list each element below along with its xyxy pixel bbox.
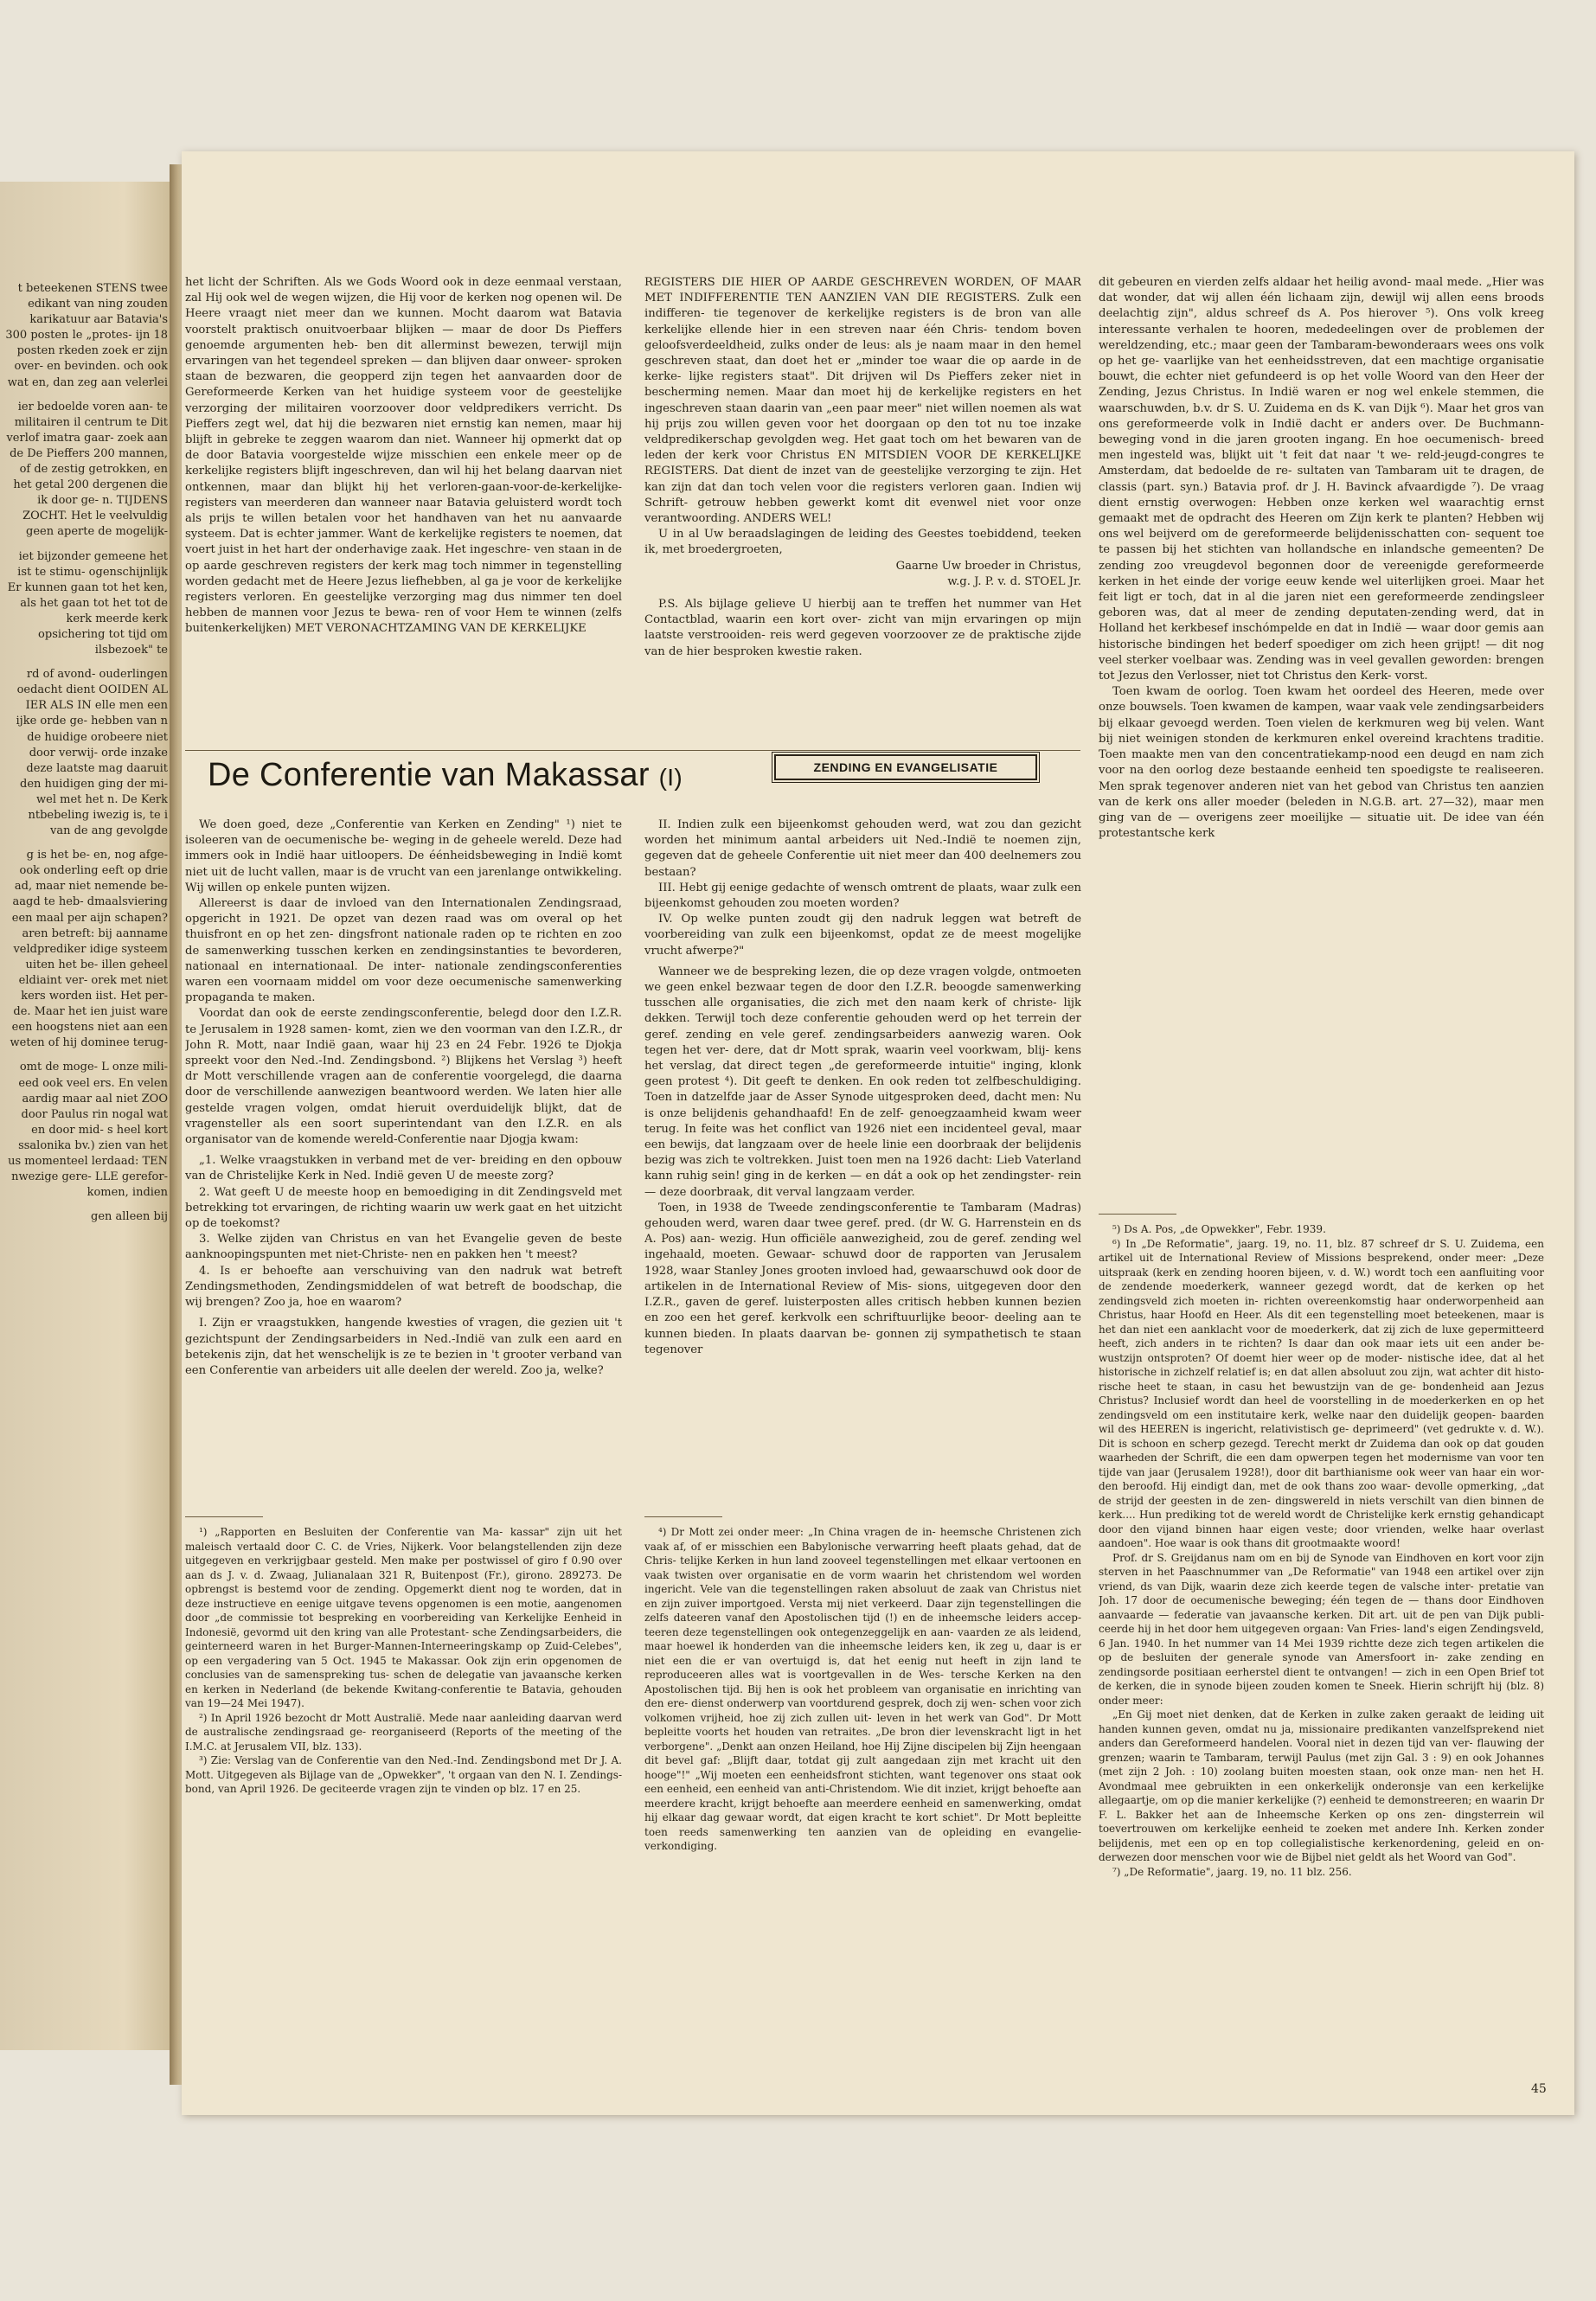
column-1-continuation xyxy=(185,275,622,742)
column-2-footnote xyxy=(644,1525,1081,2079)
column-1-footnotes xyxy=(185,1525,622,2079)
footnote: ¹) „Rapporten en Besluiten der Conferentie van Ma- kassar" zijn uit het maleisch vertaald door C. C. de Vries, Nijkerk. Voor belangstellenden zijn deze uitgegeven en verkrijgbaar gesteld. Men make per postwissel of giro f 0.90 over aan ds J. v. d. Zwaag, Julianalaan 321 R, Buitenpost (Fr.), girono. 289273. De opbrengst is bestemd voor de zending. Opgemerkt dient nog te worden, dat in deze instructieve en eenige uitgave tevens opgenomen is een motie, aangenomen door „de commissie tot bespreking en voorbereiding van Kerkelijke Eenheid in Indonesië, gevormd uit den kring van alle Protestant- sche Zendingsarbeiders, die geinterneerd waren in het Burger-Mannen-Interneeringskamp op Zuid-Celebes", op een vergadering van 5 Oct. 1945 te Makassar. Ook zijn erin opgenomen de conclusies van de samenspreking tus- schen de delegatie van javaansche kerken en kerken in Nederland (de bekende Kwitang-conferentie te Batavia, gehouden van 19—24 Mei 1947). xyxy=(185,1526,622,1709)
fragment-3: iet bijzonder gemeene het ist te stimu- ogenschijnlijk Er kunnen gaan tot het ken, als het gaan tot het tot de kerk meerde kerk opsichering tot tijd om ilsbezoek" te xyxy=(7,549,168,657)
paragraph: REGISTERS DIE HIER OP AARDE GESCHREVEN WORDEN, OF MAAR MET INDIFFERENTIE TEN AANZIEN VAN DIE REGISTERS. Zulk een indifferen- tie tegenover de kerkelijke registers is de bron van alle kerkelijke ellende hier in een streven naar één Chris- tendom boven geloofsverdeeldheid, zulks onder de leus: als je naam maar in den hemel geschreven staat, dan doet het er „minder toe waar die op aarde in de kerke- lijke registers staat". Dit drijven wil Ds Pieffers zeker niet in bescherming nemen. Maar dan moet hij de kerkelijke registers en het ingeschreven staan daarin van „een paar meer" niet willen noemen als wat hij prijs zou willen geven voor het doorgaan op den tot nu toe inzake veldpredikerschap gevolgden weg. Het gaat toch om het bewaren van de leden der kerk voor Christus EN MITSDIEN VOOR DE KERKELIJKE REGISTERS. Dat dient de inzet van de geestelijke verzorging te zijn. Het kan zijn dat dan toch velen voor die registers verloren gaan. Indien wij Schrift- getrouw hebben gewerkt komt dit evenwel niet voor onze verantwoording. ANDERS WEL! xyxy=(644,276,1081,526)
column-2-body xyxy=(644,817,1081,1509)
column-3-body xyxy=(1099,275,1544,1205)
footnote: „En Gij moet niet denken, dat de Kerken in zulke zaken geraakt de leiding uit handen kunnen geven, omdat nu ja, missionaire predikanten vanzelfsprekend niet anders dan Gereformeerd handelen. Vooral niet in dezen tijd van ver- flauwing der grenzen; waarin te Tambaram, terwijl Paulus (met zijn Gal. 3 : 9) en ook Johannes (met zijn 2 Joh. : 10) zoolang buiten moesten staan, ook onze man- nen het H. Avondmaal mee gebruikten in een onkerkelijk onderonsje van een kerkelijke allegaartje, om op die manier kerkelijke (?) eenheid te demonstreeren; en waarin Dr F. L. Bakker het aan de Inheemsche Kerken op ons zen- dingsterrein wil toevertrouwen om kerkelijke eenheid te zoeken met andere Inh. Kerken zonder belijdenis, met een op en top collegialistische kerkenordening, geleid en on- derwezen door menschen voor wie de Bijbel niet geldt als het Woord van God". xyxy=(1099,1708,1544,1863)
article-headline xyxy=(208,757,683,794)
adjacent-page-column xyxy=(5,281,168,1234)
headline-title: De Conferentie van Makassar xyxy=(208,757,650,793)
paragraph: Wanneer we de bespreking lezen, die op deze vragen volgde, ontmoeten we geen enkel bezwaar tegen de door den I.Z.R. beoogde samenwerking tusschen alle organisaties, die zich met den naam kerk of christe- lijk dekken. Terwijl toch deze conferentie gehouden werd op het terrein der geref. zending en vele geref. zendingsarbeiders aanwezig waren. Ook tegen het ver- dere, dat dr Mott sprak, waarin veel voorkwam, blij- kens het verslag, dat direct tegen „de gereformeerde intuitie" inging, klonk geen protest ⁴). Dit geeft te denken. En ook reden tot zelfbeschuldiging. Toen in datzelfde jaar de Asser Synode uitgesproken deed, dacht men: Nu is onze belijdenis gehandhaafd! En de zelf- genoegzaamheid kwam weer terug. In feite was het conflict van 1926 niet een incidenteel geval, maar een bewijs, dat langzaam over de heele linie een doorbraak der belijdenis bezig was zich te voltrekken. Juist toen men na 1926 dacht: Lieb Vaterland kann ruhig sein! ging in de kerken — en dát a ook op het zendingster- rein — deze doorbraak, dit verval langzaam verder. xyxy=(644,965,1081,1199)
footnote: Prof. dr S. Greijdanus nam om en bij de Synode van Eindhoven en kort voor zijn sterven in het Paaschnummer van „De Reformatie" van 1948 een artikel over zijn vriend, ds van Dijk, waarin deze zich keerde tegen de valsche inter- pretatie van Joh. 17 door de oecumenische beweging; één tegen de — thans door Eindhoven aanvaarde — federatie van javaansche kerken. Dit art. uit de pen van Dijk publi- ceerde hij in het door hem uitgegeven orgaan: Van Fries- land's eigen Zendingsveld, 6 Jan. 1940. In het nummer van 14 Mei 1939 richtte deze zich tegen artikelen die op de besluiten der generale synode van Amersfoort in- zake zending en zendingsorde positiaan eerherstel dient te ontvangen! — zich in een Open Brief tot de kerken, die in synode bijeen zouden komen te Sneek. Hierin schrijft hij (blz. 8) onder meer: xyxy=(1099,1551,1544,1707)
footnote-rule xyxy=(1099,1214,1176,1215)
fragment-2: ier bedoelde voren aan- te militairen il centrum te Dit verlof imatra gaar- zoek aan de De Pieffers 200 mannen, of de zestig getrokken, en het getal 200 dergenen die ik door ge- n. TIJDENS ZOCHT. Het le veelvuldig geen aperte de mogelijk- xyxy=(6,400,168,539)
fragment-1: t beteekenen STENS twee edikant van ning zouden karikatuur aar Batavia's 300 posten le „protes- ijn 18 posten rkeden zoek er zijn over- en bevinden. och ook wat en, dan zeg aan velerlei xyxy=(5,282,168,389)
question: 4. Is er behoefte aan verschuiving van den nadruk wat betreft Zendingsmethoden, Zendingsmiddelen of wat betreft de boodschap, die wij brengen? Zoo ja, hoe en waarom? xyxy=(185,1264,622,1310)
fragment-7: gen alleen bij xyxy=(91,1210,168,1224)
paragraph: Toen kwam de oorlog. Toen kwam het oordeel des Heeren, mede over onze bouwsels. Toen kwamen de kampen, waar vaak vele zendingsarbeiders bij elkaar gevoegd werden. Toen vielen de kerkmuren weg bij velen. Want bij niet weinigen stonden de kerkmuren enkel overeind krachtens traditie. Toen maakte men van den concentratiekamp-nood een deugd en nam zich voor na den oorlog deze bestaande eenheid ten spoedigste te realiseeren. Men sprak tegenover anderen niet van het gebod van Christus ten aanzien van de kerk ons aller moeder (beleden in N.G.B. art. 27—32), maar men ging van de — overigens zeer moeilijke — situatie uit. De idee van één protestantsche kerk xyxy=(1099,685,1544,841)
divider xyxy=(185,750,1080,751)
paragraph: U in al Uw beraadslagingen de leiding des Geestes toebiddend, teeken ik, met broedergroeten, xyxy=(644,528,1081,557)
section-rubric: ZENDING EN EVANGELISATIE xyxy=(774,754,1037,780)
paragraph: Allereerst is daar de invloed van den Internationalen Zendingsraad, opgericht in 1921. De opzet van dezen raad was om overal op het thuisfront en op het zen- dingsfront nationale raden op te richten en zoo de samenwerking tusschen kerken en zendingsinstanties te bevorderen, nationaal en internationaal. De inter- nationale zendingsconferenties waren een voornaam middel om voor deze oecumenische samenwerking propaganda te maken. xyxy=(185,897,622,1005)
column-3-footnotes xyxy=(1099,1222,1544,2079)
page-number: 45 xyxy=(1531,2082,1547,2096)
footnote: ⁶) In „De Reformatie", jaarg. 19, no. 11, blz. 87 schreef dr S. U. Zuidema, een artikel uit de International Review of Missions besprekend, onder meer: „Deze uitspraak (kerk en zending hooren bijeen, v. d. W.) wordt toch een aanfluiting voor de zendende moederkerk, wanneer gezegd wordt, dat de kerken op het zendingsveld zich moeten in- richten overeenkomstig haar onderworpenheid aan Christus, haar Hoofd en Heer. Als dit een tegenstelling moet beteekenen, maar is het dan niet een aanklacht voor de moederkerk, dat zij zich de luxe gepermitteerd heeft, zich anders in te richten? Is daar dan ook maar iets uit een ander be- wustzijn ontsproten? Of doemt hier weer op de moder- nistische idee, dat al het historische in zichzelf relatief is; en dat allen absoluut zou zijn, wat achter dit histo- rische heet te staan, in casu het bewustzijn van de ge- bondenheid aan Jezus Christus? Inclusief wordt dan heel de voorstelling in de moederkerken en op het zendingsveld om een institutaire kerk, welke naar den duidelijk geopen- baarden wil des HEEREN is ingericht, relativistisch ge- deprimeerd" (vet gedrukte v. d. W.). Dit is schoon en scherp gezegd. Terecht merkt dr Zuidema dan ook op dat gouden waarheden der Schrift, die een dam opwerpen tegen het modernisme van voor ten tijde van jaar (Jerusalem 1928!), door dit barthianisme ook weer van haar ein wor- den beroofd. Hij eindigt dan, met de ook thans zoo waar- devolle opmerking, „dat de strijd der geesten in de zen- dingswereld in niets verschilt van dien binnen de kerk.... Hun prediking tot de wereld wordt de Christelijke kerk ernstig gehandicapt door den vijand binnen haar eigen veste; door vrienden, welke haar overlast aandoen". Hoe waar is ook thans dit grootmaakte woord! xyxy=(1099,1237,1544,1549)
footnote: ⁴) Dr Mott zei onder meer: „In China vragen de in- heemsche Christenen zich vaak af, of er misschien een Babylonische verwarring heeft plaats gehad, dat de Chris- telijke Kerken in hun land zooveel tegenstellingen met elkaar vertoonen en vaak twisten over organisatie en de vorm waarin het christendom wel worden ingericht. Vele van die tegenstellingen raken absoluut de zaak van Christus niet en zijn zuiver importgoed. Versta mij niet verkeerd. Daar zijn tegenstellingen die zelfs dateeren vanaf den Apostolischen tijd (!) en de inheemsche leiders accep- teeren deze tegenstellingen ook ontegenzeggelijk en aan- vaarden ze als leidend, maar hoewel ik honderden van die inheemsche leiders ken, ik zeg u, daar is er niet een die er van overtuigd is, dat het eenig nut heeft in zijn land te reproduceeren alles wat is voortgevallen in de Wes- tersche Kerken na den Apostolischen tijd. Bij hen is ook het probleem van organisatie en inrichting van den ere- dienst onderwerp van voortdurend gesprek, doch zij wen- schen voor zich volkomen vrijheid, hoe zij zich zullen uit- leven in het werk van God". Dr Mott bepleitte voorts het houden van retraites. „De bron dier levenskracht ligt in het verborgene". „Denkt aan onzen Heiland, hoe Hij Zijne discipelen bij Zijn heengaan dit bevel gaf: „Blijft daar, totdat gij zult aangedaan zijn met kracht uit den hooge"!" „Wij moeten een eenheidsfront stichten, want tegenover ons staat ook een eenheid, een eenheid van anti-Christendom. Wie dit inziet, krijgt behoefte aan meerdere kracht, krijgt behoefte aan meerdere eenheid en samenwerking, omdat hij elkaar dag gewaar wordt, dat eigen kracht te kort schiet". Dr Mott bepleitte toen reeds samenwerking ten aanzien van de opleiding en evangelie- verkondiging. xyxy=(644,1526,1081,1852)
footnote: ³) Zie: Verslag van de Conferentie van den Ned.-Ind. Zendingsbond met Dr J. A. Mott. Uitgegeven als Bijlage van de „Opwekker", 't orgaan van den N. I. Zendings- bond, van April 1926. De geciteerde vragen zijn te vinden op blz. 17 en 25. xyxy=(185,1754,622,1795)
question: „1. Welke vraagstukken in verband met de ver- breiding en den opbouw van de Christelijke Kerk in Ned. Indië geven U de meeste zorg? xyxy=(185,1154,622,1183)
paragraph: het licht der Schriften. Als we Gods Woord ook in deze eenmaal verstaan, zal Hij ook wel de wegen wijzen, die Hij voor de kerken nog openen wil. De Heere vraagt niet meer dan we kunnen. Mocht daarom wat Batavia voorstelt praktisch onuitvoerbaar blijken — maar de door Ds Pieffers genoemde argumenten heb- ben dit allerminst bewezen, terwijl mijn ervaringen van het tegendeel spreken — dan blijven daar onweer- sproken staan de bezwaren, die geopperd zijn tegen het aanvaarden door de Gereformeerde Kerken van het huidige systeem voor de geestelijke verzorging der militairen voorzoover door veldpredikers verricht. Ds Pieffers zegt wel, dat hij die bezwaren niet ernstig kan nemen, maar hij blijft in gebreke te zeggen waarom dan niet. Wanneer hij opmerkt dat op de door Batavia voorgestelde wijze misschien een enkele meer op de kerkelijke registers blijft ingeschreven, dan wil hij het belang daarvan niet ontkennen, maar dan blijkt hij het verloren-gaan-voor-de-kerkelijke-registers van meerderen dan wanneer naar Batavia geluisterd wordt toch als prijs te willen betalen voor het handhaven van het nu aanvaarde systeem. Dat is echter jammer. Want de kerkelijke registers te noemen, dat voert juist in het hart der onderhavige zaak. Het ingeschre- ven staan in de op aarde geschreven registers der kerk mag toch nimmer in tegenstelling worden gedacht met de Heere Jezus liefhebben, al ga je voor de kerkelijke registers verloren. En geestelijke verzorging mag dus nimmer ten doel hebben de mannen voor Jezus te bewa- ren of voor Hem te winnen (zelfs buitenkerkelijken) MET VERONACHTZAMING VAN DE KERKELIJKE xyxy=(185,276,622,636)
adjacent-page-fragment xyxy=(0,182,177,2050)
headline-part: (I) xyxy=(658,764,683,791)
paragraph: dit gebeuren en vierden zelfs aldaar het heilig avond- maal mede. „Hier was dat wonder, dat wij allen één lichaam zijn, dewijl wij allen eens broods deelachtig zijn", aldus schreef ds A. Pos hierover ⁵). Ons volk kreeg interessante verhalen te hooren, mededeelingen over de problemen der wereldzending, etc.; maar geen der Tambaram-bewonderaars wees ons volk op het ge- vaarlijke van het eenheidsstreven, dat een machtige organisatie bouwt, die echter niet gefundeerd is op het volle Woord van den Heer der Zending, Jezus Christus. In Indië waren er nog wel enkele stemmen, die waarschuwden, b.v. dr S. U. Zuidema en ds K. van Dijk ⁶). Maar het gros van ons gereformeerde volk in Indië dacht er anders over. De Buchmann-beweging vond in die jaren grooten ingang. En hoe oecumenisch- breed men ingesteld was, blijkt uit 't feit dat naar 't we- reld-jeugd-congres te Amsterdam, dat bedoelde de re- sultaten van Tambaram uit te dragen, de classis (part. syn.) Batavia prof. dr J. H. Bavinck afvaardigde ⁷). De vraag dient ernstig overwogen: Hebben onze kerken wel waarachtig ernst gemaakt met de opdracht des Heeren om Zijn kerk te planten? Hebben wij ons wel beijverd om de gereformeerde belijdenisschatten con- sequent toe te passen bij het stichten van hollandsche en inlandsche gemeenten? De zending zoo vreugdevol begonnen door de vereenigde gereformeerde kerken in het einde der vorige eeuw kende wel uiterlijken groei. Maar het feit ligt er toch, dat in al die jaren niet een gereformeerde zendingsleer geboren was, dat al meer de zending deputaten-zending werd, dat in Holland het kerkbesef inschómpelde en dat in Indië — waar door gemis aan historische bindingen het bederf spoediger om zich heen grijpt! — dit nog veel sterker voelbaar was. Zending was in veel gevallen geworden: brengen tot Jezus den Verlosser, niet tot Christus den Kerk- vorst. xyxy=(1099,276,1544,683)
signature: w.g. J. P. v. d. STOEL Jr. xyxy=(947,574,1081,588)
question: I. Zijn er vraagstukken, hangende kwesties of vragen, die gezien uit 't gezichtspunt der Zendingsarbeiders in Ned.-Indië van zulk een aard en betekenis zijn, dat het wenschelijk is ze te bezien in 't grooter verband van een Conferentie van arbeiders uit alle deelen der wereld. Zoo ja, welke? xyxy=(185,1317,622,1377)
footnote: ⁵) Ds A. Pos, „de Opwekker", Febr. 1939. xyxy=(1112,1223,1326,1235)
fragment-4: rd of avond- ouderlingen oedacht dient OOIDEN AL IER ALS IN elle men een ijke orde ge- hebben van n de huidige orobeere niet door verwij- orde inzake deze laatste mag daaruit den huidigen ging der mi- wel met het n. De Kerk ntbebeling iwezig is, te i van de ang gevolgde xyxy=(16,668,168,838)
main-page xyxy=(182,151,1574,2115)
paragraph: We doen goed, deze „Conferentie van Kerken en Zending" ¹) niet te isoleeren van de oecumenische be- weging in de geheele wereld. Deze had immers ook in Indië haar uitloopers. De éénheidsbeweging in Indië komt niet uit de lucht vallen, maar is de vrucht van een jarenlange ontwikkeling. Wij willen op enkele punten wijzen. xyxy=(185,818,622,894)
column-2-continuation xyxy=(644,275,1081,747)
question: II. Indien zulk een bijeenkomst gehouden werd, wat zou dan gezicht worden het minimum aantal arbeiders uit Ned.-Indië te noemen zijn, gegeven dat de geheele Conferentie uit niet meer dan 400 deelnemers zou bestaan? xyxy=(644,818,1081,879)
fragment-5: g is het be- en, nog afge- ook onderling eeft op drie ad, maar niet nemende be- aagd te heb- dmaalsviering een maal per aijn schapen? aren betreft: bij aanname veldprediker idige systeem uiten het be- illen geheel eldiaint ver- orek met niet kers worden iist. Het per- de. Maar het ien juist ware een hoogstens niet aan een weten of hij dominee terug- xyxy=(10,849,168,1050)
question: 3. Welke zijden van Christus en van het Evangelie geven de beste aanknoopingspunten met niet-Christe- nen en pakken hen 't meest? xyxy=(185,1233,622,1262)
footnote: ²) In April 1926 bezocht dr Mott Australië. Mede naar aanleiding daarvan werd de australische zendingsraad ge- reorganiseerd (Reports of the meeting of the I.M.C. at Jerusalem VII, blz. 133). xyxy=(185,1711,622,1753)
footnote-rule xyxy=(185,1516,263,1517)
footnote-rule xyxy=(644,1516,722,1517)
paragraph: Toen, in 1938 de Tweede zendingsconferentie te Tambaram (Madras) gehouden werd, waren daar twee geref. pred. (dr W. G. Harrenstein en ds A. Pos) aan- wezig. Hun officiële aanwezigheid, zou de geref. zending wel ingehaald, moeten. Gewaar- schuwd door de rapporten van Jerusalem 1928, waar Stanley Jones grooten invloed had, gewaarschuwd ook door de artikelen in de International Review of Mis- sions, uitgegeven door den I.Z.R., gaven de geref. luisterposten alles critisch hebben kunnen bezien en zoo een het geref. kerkvolk een schriftuurlijke beoor- deeling aan te kunnen bieden. In plaats daarvan be- gonnen zij sympathetisch te staan tegenover xyxy=(644,1201,1081,1356)
question: IV. Op welke punten zoudt gij den nadruk leggen wat betreft de voorbereiding van zulk een bijeenkomst, opdat ze de meest mogelijke vrucht afwerpe?" xyxy=(644,913,1081,958)
paragraph: Voordat dan ook de eerste zendingsconferentie, belegd door den I.Z.R. te Jerusalem in 1928 samen- komt, zien we den voorman van den I.Z.R., dr John R. Mott, naar Indië gaan, waar hij 23 en 24 Febr. 1926 te Djokja spreekt voor den Ned.-Ind. Zendingsbond. ²) Blijkens het Verslag ³) heeft dr Mott verschillende vragen aan de conferentie voorgelegd, die daarna door de verschillende aanwezigen beantwoord werden. We laten hier alle gestelde vragen volgen, omdat hieruit overduidelijk blijkt, dat de vragensteller als een soort superintendant van den I.Z.R. en als organisator van de komende wereld-Conferentie naar Djogja kwam: xyxy=(185,1007,622,1147)
footnote: ⁷) „De Reformatie", jaarg. 19, no. 11 blz. 256. xyxy=(1112,1865,1352,1878)
postscript: P.S. Als bijlage gelieve U hierbij aan te treffen het nummer van Het Contactblad, waarin een kort over- zicht van mijn ervaringen op mijn laatste verstrooiden- reis werd gegeven voorzoover ze de praktische zijde van de hier besproken kwestie raken. xyxy=(644,598,1081,658)
signature-line: Gaarne Uw broeder in Christus, xyxy=(895,559,1081,573)
question: 2. Wat geeft U de meeste hoop en bemoediging in dit Zendingsveld met betrekking tot ervaringen, de richting waarin uw werk gaat en het uitzicht op de toekomst? xyxy=(185,1185,622,1231)
fragment-6: omt de moge- L onze mili- eed ook veel ers. En velen aardig maar aal niet ZOO door Paulus rin nogal wat en door mid- s heel kort ssalonika bv.) zien van het us momenteel lerdaad: TEN nwezige gere- LLE gerefor- komen, indien xyxy=(8,1061,168,1200)
question: III. Hebt gij eenige gedachte of wensch omtrent de plaats, waar zulk een bijeenkomst gehouden zou moeten worden? xyxy=(644,881,1081,911)
